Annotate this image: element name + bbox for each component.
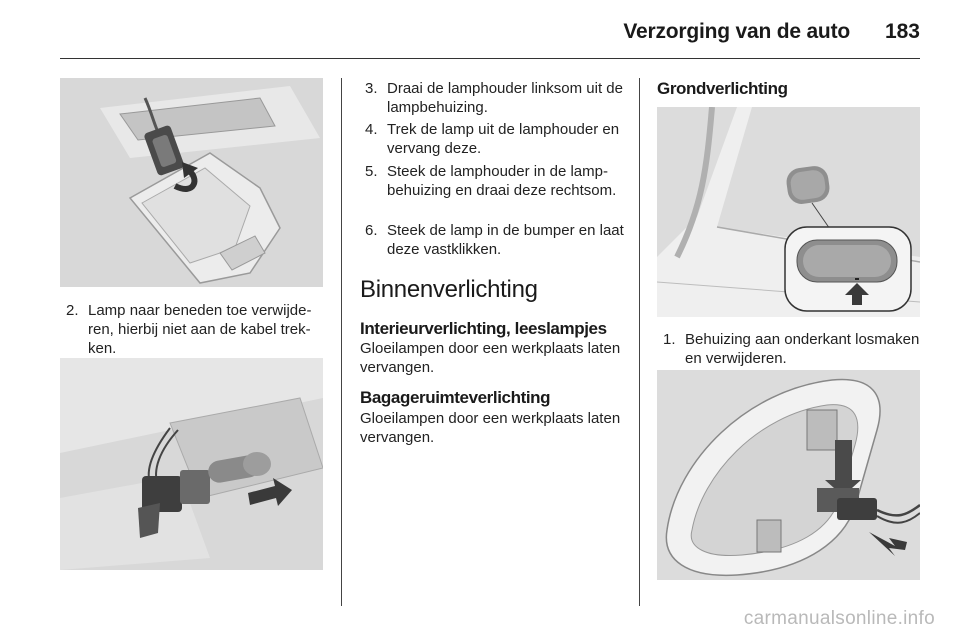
step-6-instruction	[365, 221, 625, 259]
illustration-lamp-housing	[60, 78, 323, 287]
page-header-title: Verzorging van de auto	[623, 20, 850, 43]
subsection-text-trunk-light: Gloeilampen door een werkplaats laten vervangen.	[360, 410, 621, 446]
step-text: Steek de lamp in de bumper en laat deze vastklikken.	[387, 222, 624, 258]
page-number: 183	[884, 20, 920, 43]
step-1-instruction	[663, 330, 923, 368]
step-number: 3.	[365, 80, 378, 97]
subsection-text-interior-lights: Gloeilampen door een werkplaats laten vervangen.	[360, 340, 621, 376]
step-3-instruction	[365, 79, 625, 117]
illustration-housing-removal	[657, 370, 920, 580]
figure-bulb-removal	[60, 358, 323, 570]
step-number: 6.	[365, 222, 378, 239]
figure-lamp-housing-removal	[60, 78, 323, 287]
subsection-heading-interior-lights: Interieurverlichting, leeslampjes	[360, 319, 607, 338]
step-text: Behuizing aan onderkant losmaken en verwijderen.	[685, 331, 920, 367]
step-4-instruction	[365, 120, 625, 158]
step-number: 2.	[66, 302, 79, 319]
step-number: 4.	[365, 121, 378, 138]
illustration-bulb	[60, 358, 323, 570]
step-text: Lamp naar beneden toe verwijderen, hierbij niet aan de kabel trekken.	[88, 302, 312, 357]
step-text: Steek de lamphouder in de lampbehuizing en draai deze rechtsom.	[387, 163, 617, 199]
section-heading: Binnenverlichting	[360, 276, 538, 303]
column-divider-right	[639, 78, 640, 606]
figure-ground-light-housing	[657, 370, 920, 580]
right-column-heading: Grondverlichting	[657, 79, 788, 98]
step-text: Trek de lamp uit de lamphouder en vervang deze.	[387, 121, 620, 157]
column-divider-left	[341, 78, 342, 606]
step-number: 5.	[365, 163, 378, 180]
step-text: Draai de lamphouder linksom uit de lampbehuizing.	[387, 80, 623, 116]
step-2-instruction	[66, 301, 326, 358]
step-number: 1.	[663, 331, 676, 348]
watermark-text: carmanualsonline.info	[743, 608, 935, 629]
figure-ground-light-location	[657, 107, 920, 317]
step-5-instruction	[365, 162, 627, 200]
header-divider	[60, 58, 920, 59]
illustration-door-sill	[657, 107, 920, 317]
subsection-heading-trunk-light: Bagageruimteverlichting	[360, 388, 551, 407]
